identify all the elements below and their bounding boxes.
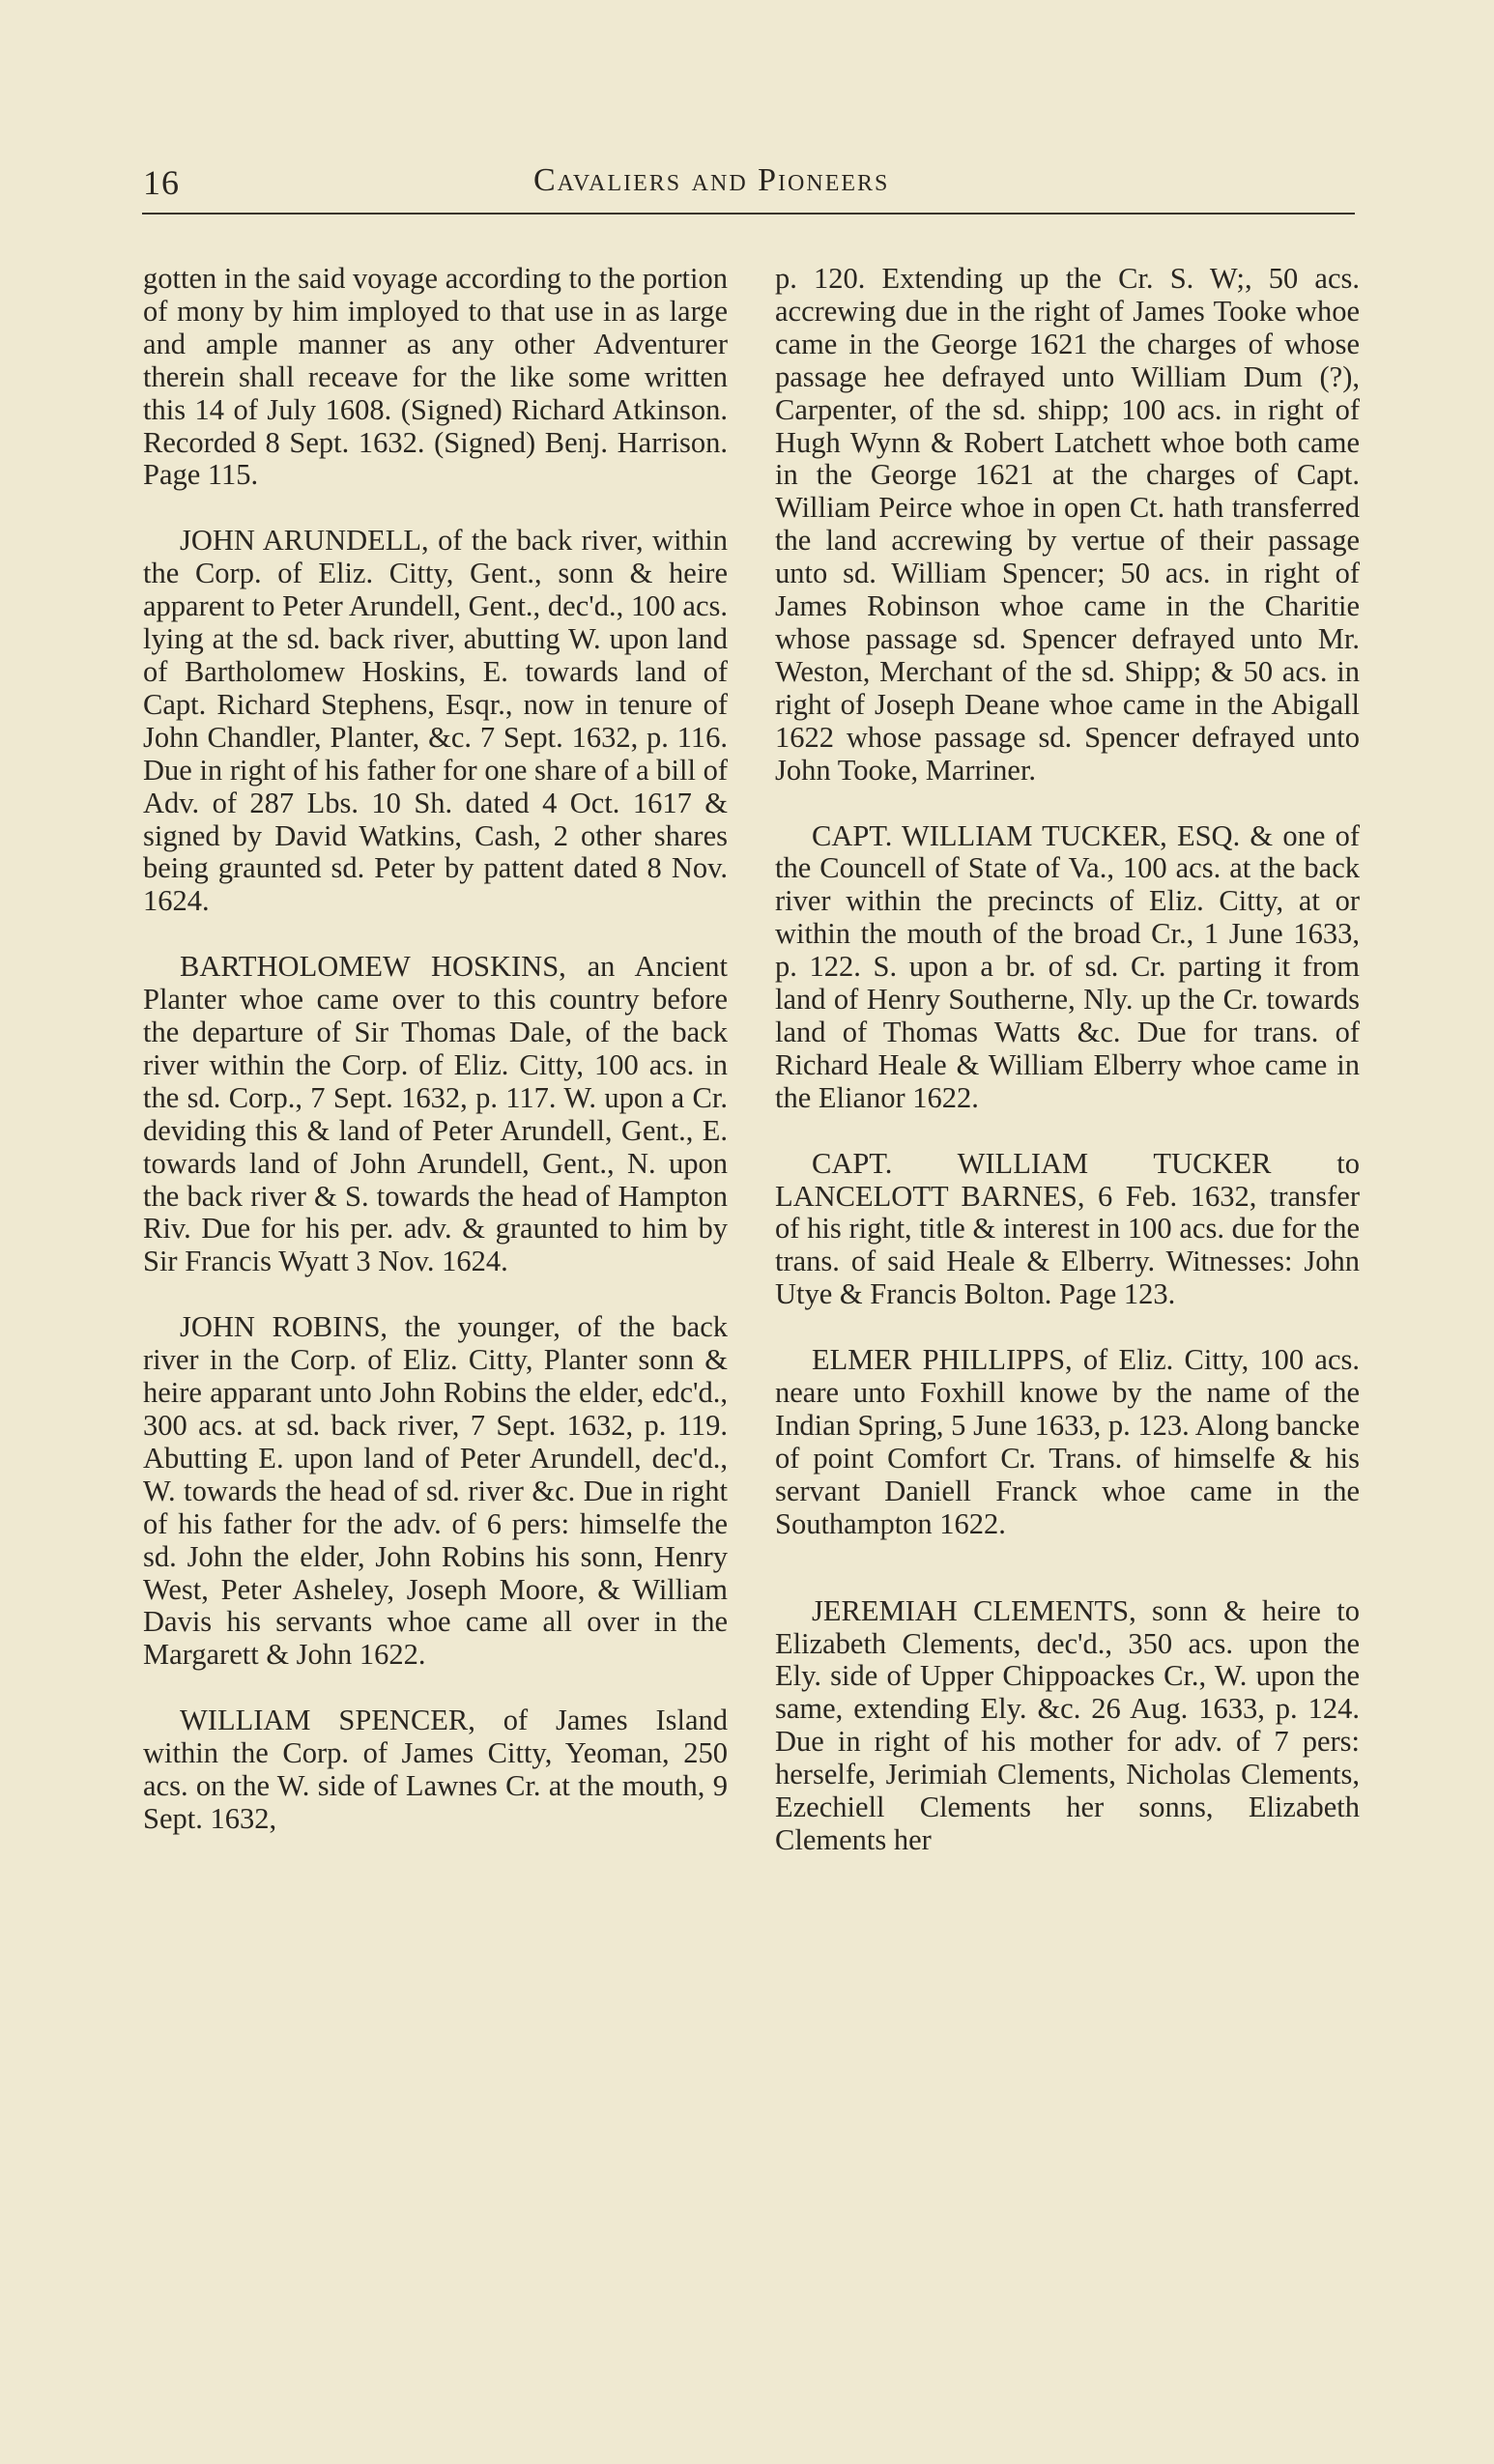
running-title: Cavaliers and Pioneers (533, 162, 890, 198)
paragraph-continuation: gotten in the said voyage according to the portion of mony by him imployed to that use in as large and ample manner as any other Adventurer therein shall receave for the like some written this 14 of July 1608. (Signed) Richard Atkinson. Recorded 8 Sept. 1632. (Signed) Benj. Harrison. Page 115. (143, 262, 728, 492)
header-rule (142, 213, 1355, 215)
entry-john-robins: JOHN ROBINS, the younger, of the back river in the Corp. of Eliz. Citty, Planter sonn & heire apparant unto John Robins the elder, edc'd., 300 acs. at sd. back river, 7 Sept. 1632, p. 119. Abutting E. upon land of Peter Arundell, dec'd., W. towards the head of sd. river &c. Due in right of his father for the adv. of 6 pers: himselfe the sd. John the elder, John Robins his sonn, Henry West, Peter Asheley, Joseph Moore, & William Davis his servants whoe came all over in the Margarett & John 1622. (143, 1310, 728, 1672)
right-column (775, 263, 1360, 1890)
entry-bartholomew-hoskins: BARTHOLOMEW HOSKINS, an Ancient Planter whoe came over to this country before the departure of Sir Thomas Dale, of the back river within the Corp. of Eliz. Citty, 100 acs. in the sd. Corp., 7 Sept. 1632, p. 117. W. upon a Cr. deviding this & land of Peter Arundell, Gent., E. towards land of John Arundell, Gent., N. upon the back river & S. towards the head of Hampton Riv. Due for his per. adv. & graunted to him by Sir Francis Wyatt 3 Nov. 1624. (143, 950, 728, 1278)
paragraph-continuation-spencer: p. 120. Extending up the Cr. S. W;, 50 acs. accrewing due in the right of James Tooke whoe came in the George 1621 the charges of whose passage hee defrayed unto William Dum (?), Carpenter, of the sd. shipp; 100 acs. in right of Hugh Wynn & Robert Latchett whoe both came in the George 1621 at the charges of Capt. William Peirce whoe in open Ct. hath transferred the land accrewing by vertue of their passage unto sd. William Spencer; 50 acs. in right of James Robinson whoe came in the Charitie whose passage sd. Spencer defrayed unto Mr. Weston, Merchant of the sd. Shipp; & 50 acs. in right of Joseph Deane whoe came in the Abigall 1622 whose passage sd. Spencer defrayed unto John Tooke, Marriner. (775, 262, 1360, 787)
entry-william-spencer: WILLIAM SPENCER, of James Island within the Corp. of James Citty, Yeoman, 250 acs. on the W. side of Lawnes Cr. at the mouth, 9 Sept. 1632, (143, 1704, 728, 1835)
entry-jeremiah-clements: JEREMIAH CLEMENTS, sonn & heire to Elizabeth Clements, dec'd., 350 acs. upon the Ely. side of Upper Chippoackes Cr., W. upon the same, extending Ely. &c. 26 Aug. 1633, p. 124. Due in right of his mother for adv. of 7 pers: herselfe, Jerimiah Clements, Nicholas Clements, Ezechiell Clements her sonns, Elizabeth Clements her (775, 1593, 1360, 1856)
entry-john-arundell: JOHN ARUNDELL, of the back river, within the Corp. of Eliz. Citty, Gent., sonn & heire apparent to Peter Arundell, Gent., dec'd., 100 acs. lying at the sd. back river, abutting W. upon land of Bartholomew Hoskins, E. towards land of Capt. Richard Stephens, Esqr., now in tenure of John Chandler, Planter, &c. 7 Sept. 1632, p. 116. Due in right of his father for one share of a bill of Adv. of 287 Lbs. 10 Sh. dated 4 Oct. 1617 & signed by David Watkins, Cash, 2 other shares being graunted sd. Peter by pattent dated 8 Nov. 1624. (143, 524, 728, 918)
entry-william-tucker: CAPT. WILLIAM TUCKER, ESQ. & one of the Councell of State of Va., 100 acs. at the back river within the precincts of Eliz. Citty, at or within the mouth of the broad Cr., 1 June 1633, p. 122. S. upon a br. of sd. Cr. parting it from land of Henry Southerne, Nly. up the Cr. towards land of Thomas Watts &c. Due for trans. of Richard Heale & William Elberry whoe came in the Elianor 1622. (775, 818, 1360, 1114)
entry-elmer-phillipps: ELMER PHILLIPPS, of Eliz. Citty, 100 acs. neare unto Foxhill knowe by the name of the Indian Spring, 5 June 1633, p. 123. Along bancke of point Comfort Cr. Trans. of himselfe & his servant Daniell Franck whoe came in the Southampton 1622. (775, 1343, 1360, 1540)
page-number: 16 (143, 163, 180, 202)
entry-tucker-to-barnes: CAPT. WILLIAM TUCKER to LANCELOTT BARNES, 6 Feb. 1632, transfer of his right, title & interest in 100 acs. due for the trans. of said Heale & Elberry. Witnesses: John Utye & Francis Bolton. Page 123. (775, 1146, 1360, 1311)
left-column (143, 263, 728, 1869)
